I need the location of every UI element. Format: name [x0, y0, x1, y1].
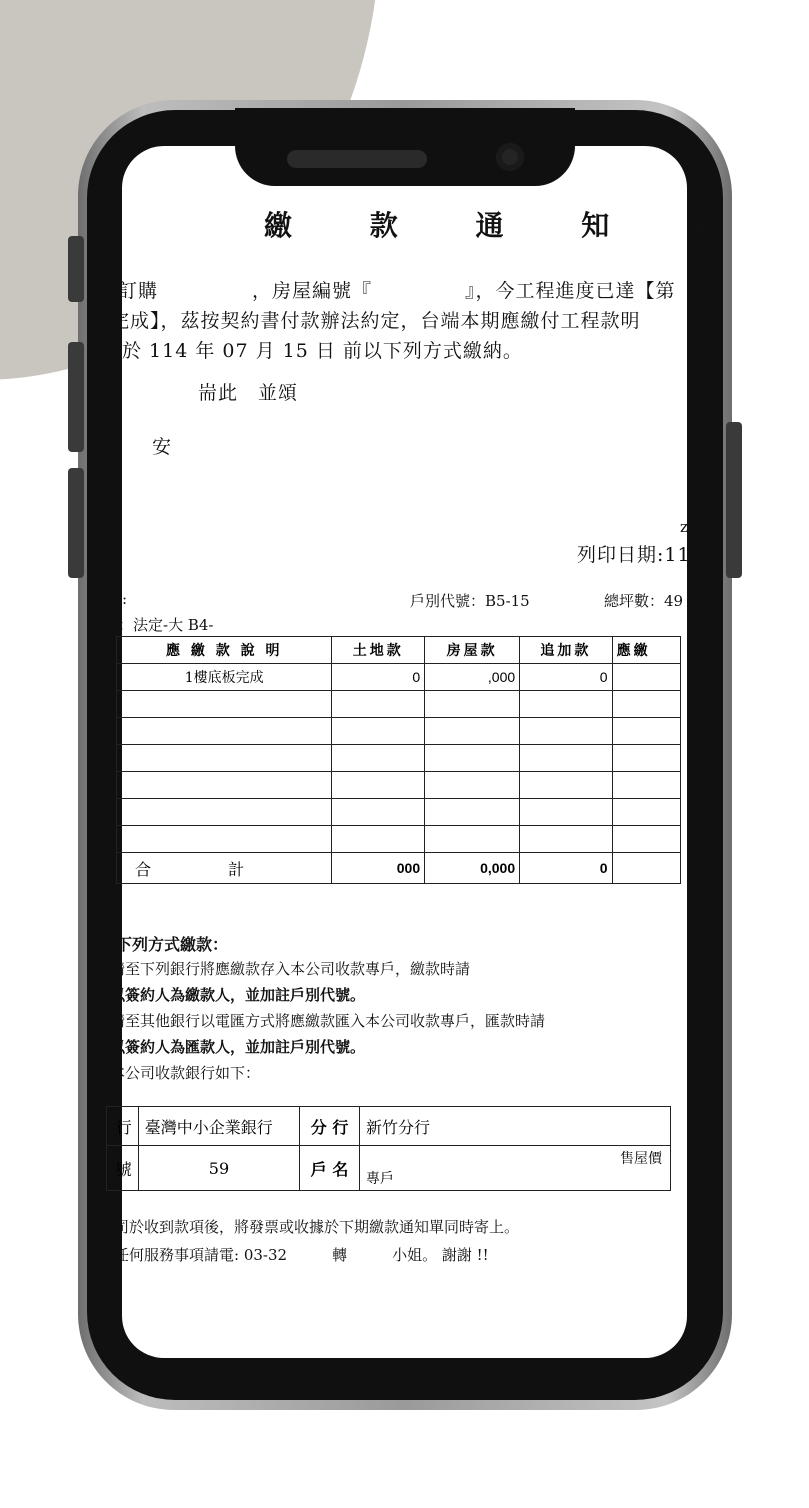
bank-row	[107, 1107, 671, 1146]
bank-table	[106, 1106, 671, 1191]
corner-mark: z	[680, 518, 688, 536]
salutation: 安	[152, 436, 173, 458]
fee-table-header	[117, 637, 681, 664]
table-row	[117, 691, 681, 718]
total-house: 0,000	[425, 853, 520, 884]
total-label-b: 計	[228, 859, 245, 879]
payment-item-2: 以簽約人為繳款人，並加註戶別代號。	[110, 986, 366, 1004]
unit-code: 戶別代號：B5-15	[410, 592, 530, 610]
fee-table-total-row	[117, 853, 681, 884]
header-land: 土地款	[332, 637, 425, 664]
header-due: 應繳	[612, 637, 680, 664]
account-name-label: 戶 名	[300, 1146, 360, 1191]
row-house: ,000	[425, 664, 520, 691]
row-extra: 0	[520, 664, 612, 691]
account-name-top: 售屋價	[620, 1151, 662, 1167]
phone-screen	[110, 146, 749, 1358]
account-number: 59	[138, 1146, 299, 1191]
phone-speaker	[287, 150, 427, 168]
total-label-a: 合	[135, 859, 152, 879]
payment-item-3: 請至其他銀行以電匯方式將應繳款匯入本公司收款專戶，匯款時請	[110, 1012, 546, 1030]
total-extra: 0	[520, 853, 612, 884]
payment-item-4: 以簽約人為匯款人，並加註戶別代號。	[110, 1038, 366, 1056]
document-title: 繳 款 通 知 單	[264, 209, 749, 242]
table-row	[117, 772, 681, 799]
row-description: 1樓底板完成	[117, 664, 332, 691]
total-due	[612, 853, 680, 884]
table-row	[117, 664, 681, 691]
bank-name: 臺灣中小企業銀行	[138, 1107, 299, 1146]
total-label	[117, 853, 332, 884]
account-name-bottom: 專戶	[366, 1171, 395, 1187]
payment-heading: 下列方式繳款：	[116, 935, 229, 954]
table-row	[117, 745, 681, 772]
account-label: 號	[107, 1146, 139, 1191]
closing-phrase: 耑此 並頌	[198, 382, 299, 404]
header-house: 房屋款	[425, 637, 520, 664]
paragraph-line-1b: ，房屋編號『	[252, 280, 373, 302]
account-row	[107, 1146, 671, 1191]
legal-info: ：法定-大 B4-	[118, 616, 214, 634]
payment-item-5: 本公司收款銀行如下：	[110, 1064, 261, 1082]
paragraph-line-3: 於 114 年 07 月 15 日 前以下列方式繳納。	[122, 340, 523, 362]
branch-label: 分 行	[300, 1107, 360, 1146]
bank-label: 行	[107, 1107, 139, 1146]
paragraph-line-2: 完成】，茲按契約書付款辦法約定，台端本期應繳付工程款明	[110, 310, 641, 332]
row-land: 0	[332, 664, 425, 691]
info-colon: :	[122, 590, 128, 608]
payment-item-1: 請至下列銀行將應繳款存入本公司收款專戶，繳款時請	[110, 960, 471, 978]
phone-notch	[235, 108, 575, 186]
phone-volume-down-button	[68, 468, 84, 578]
total-area: 總坪數：49	[604, 592, 684, 610]
phone-volume-up-button	[68, 342, 84, 452]
total-land: 000	[332, 853, 425, 884]
account-name	[360, 1146, 671, 1191]
fee-table	[116, 636, 681, 884]
branch-name: 新竹分行	[360, 1107, 671, 1146]
phone-mute-button	[68, 236, 84, 302]
table-row	[117, 826, 681, 853]
paragraph-line-1a: 訂購	[118, 280, 159, 302]
phone-camera	[496, 143, 524, 171]
header-extra: 追加款	[520, 637, 612, 664]
table-row	[117, 718, 681, 745]
table-row	[117, 799, 681, 826]
paragraph-line-1c: 』，今工程進度已達【第	[465, 280, 676, 302]
print-date: 列印日期:11	[577, 544, 691, 566]
phone-power-button	[726, 422, 742, 578]
row-due	[612, 664, 680, 691]
footer-line-1: 司於收到款項後，將發票或收據於下期繳款通知單同時寄上。	[114, 1218, 520, 1236]
footer-line-2: 任何服務事項請電: 03-32 轉 小姐。 謝謝 !!	[114, 1246, 489, 1264]
header-description: 應 繳 款 說 明	[117, 637, 332, 664]
